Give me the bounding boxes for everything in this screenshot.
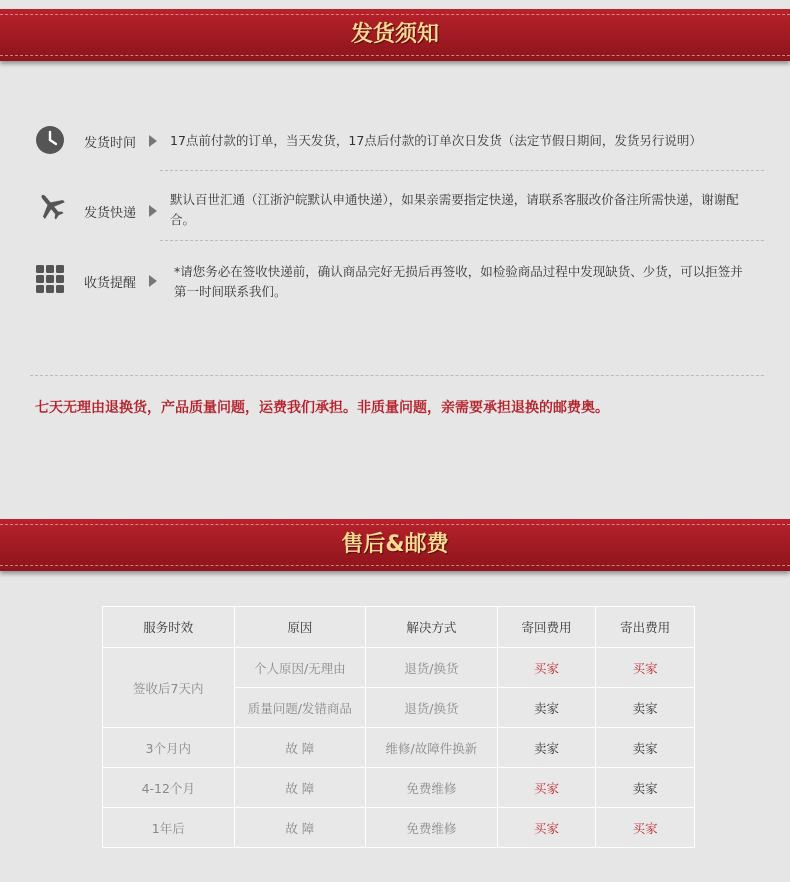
header-return-fee: 寄回费用 <box>497 607 596 648</box>
return-fee-cell: 卖家 <box>497 688 596 728</box>
shipping-time-row <box>30 124 764 160</box>
arrow-right-icon <box>149 275 157 287</box>
period-cell: 1年后 <box>103 808 235 848</box>
shipping-time-text: 17点前付款的订单，当天发货，17点后付款的订单次日发货（法定节假日期间，发货另行说明） <box>170 133 702 148</box>
divider <box>160 170 764 171</box>
airplane-icon <box>35 190 67 226</box>
send-fee-cell: 买家 <box>596 808 695 848</box>
aftersale-banner <box>0 519 790 571</box>
header-send-fee: 寄出费用 <box>596 607 695 648</box>
aftersale-table <box>102 606 695 848</box>
table-row <box>103 808 695 848</box>
shipping-courier-row <box>30 188 764 232</box>
period-cell: 3个月内 <box>103 728 235 768</box>
solution-cell: 退货/换货 <box>366 688 498 728</box>
solution-cell: 免费维修 <box>366 768 498 808</box>
receipt-reminder-label: 收货提醒 <box>84 276 137 291</box>
send-fee-cell: 卖家 <box>596 688 695 728</box>
header-period: 服务时效 <box>103 607 235 648</box>
shipping-notice-banner <box>0 9 790 61</box>
return-fee-cell: 买家 <box>497 768 596 808</box>
reason-cell: 故 障 <box>234 728 366 768</box>
table-header-row <box>103 607 695 648</box>
period-cell: 4-12个月 <box>103 768 235 808</box>
divider <box>160 240 764 241</box>
table-row <box>103 728 695 768</box>
return-policy-notice: 七天无理由退换货，产品质量问题，运费我们承担。非质量问题，亲需要承担退换的邮费奥。 <box>35 400 609 416</box>
clock-icon <box>35 125 65 159</box>
shipping-courier-text: 默认百世汇通（江浙沪皖默认申通快递），如果亲需要指定快递，请联系客服改价备注所需快递，谢谢配合。 <box>170 192 739 227</box>
solution-cell: 免费维修 <box>366 808 498 848</box>
return-fee-cell: 买家 <box>497 808 596 848</box>
reason-cell: 质量问题/发错商品 <box>234 688 366 728</box>
reason-cell: 故 障 <box>234 768 366 808</box>
return-fee-cell: 卖家 <box>497 728 596 768</box>
shipping-notice-title: 发货须知 <box>350 22 439 47</box>
send-fee-cell: 卖家 <box>596 728 695 768</box>
send-fee-cell: 卖家 <box>596 768 695 808</box>
reason-cell: 个人原因/无理由 <box>234 648 366 688</box>
reason-cell: 故 障 <box>234 808 366 848</box>
arrow-right-icon <box>149 135 157 147</box>
receipt-reminder-text: *请您务必在签收快递前，确认商品完好无损后再签收，如检验商品过程中发现缺货、少货，可以拒签并第一时间联系我们。 <box>174 264 743 299</box>
divider <box>30 375 764 376</box>
table-row <box>103 768 695 808</box>
arrow-right-icon <box>149 205 157 217</box>
solution-cell: 维修/故障件换新 <box>366 728 498 768</box>
return-fee-cell: 买家 <box>497 648 596 688</box>
shipping-time-label: 发货时间 <box>84 136 137 151</box>
solution-cell: 退货/换货 <box>366 648 498 688</box>
aftersale-title: 售后&邮费 <box>341 532 449 557</box>
period-cell: 签收后7天内 <box>103 648 235 728</box>
receipt-reminder-row <box>30 260 764 304</box>
table-row <box>103 648 695 688</box>
send-fee-cell: 买家 <box>596 648 695 688</box>
header-reason: 原因 <box>234 607 366 648</box>
shipping-courier-label: 发货快递 <box>84 206 137 221</box>
header-solution: 解决方式 <box>366 607 498 648</box>
grid-icon <box>35 264 65 298</box>
